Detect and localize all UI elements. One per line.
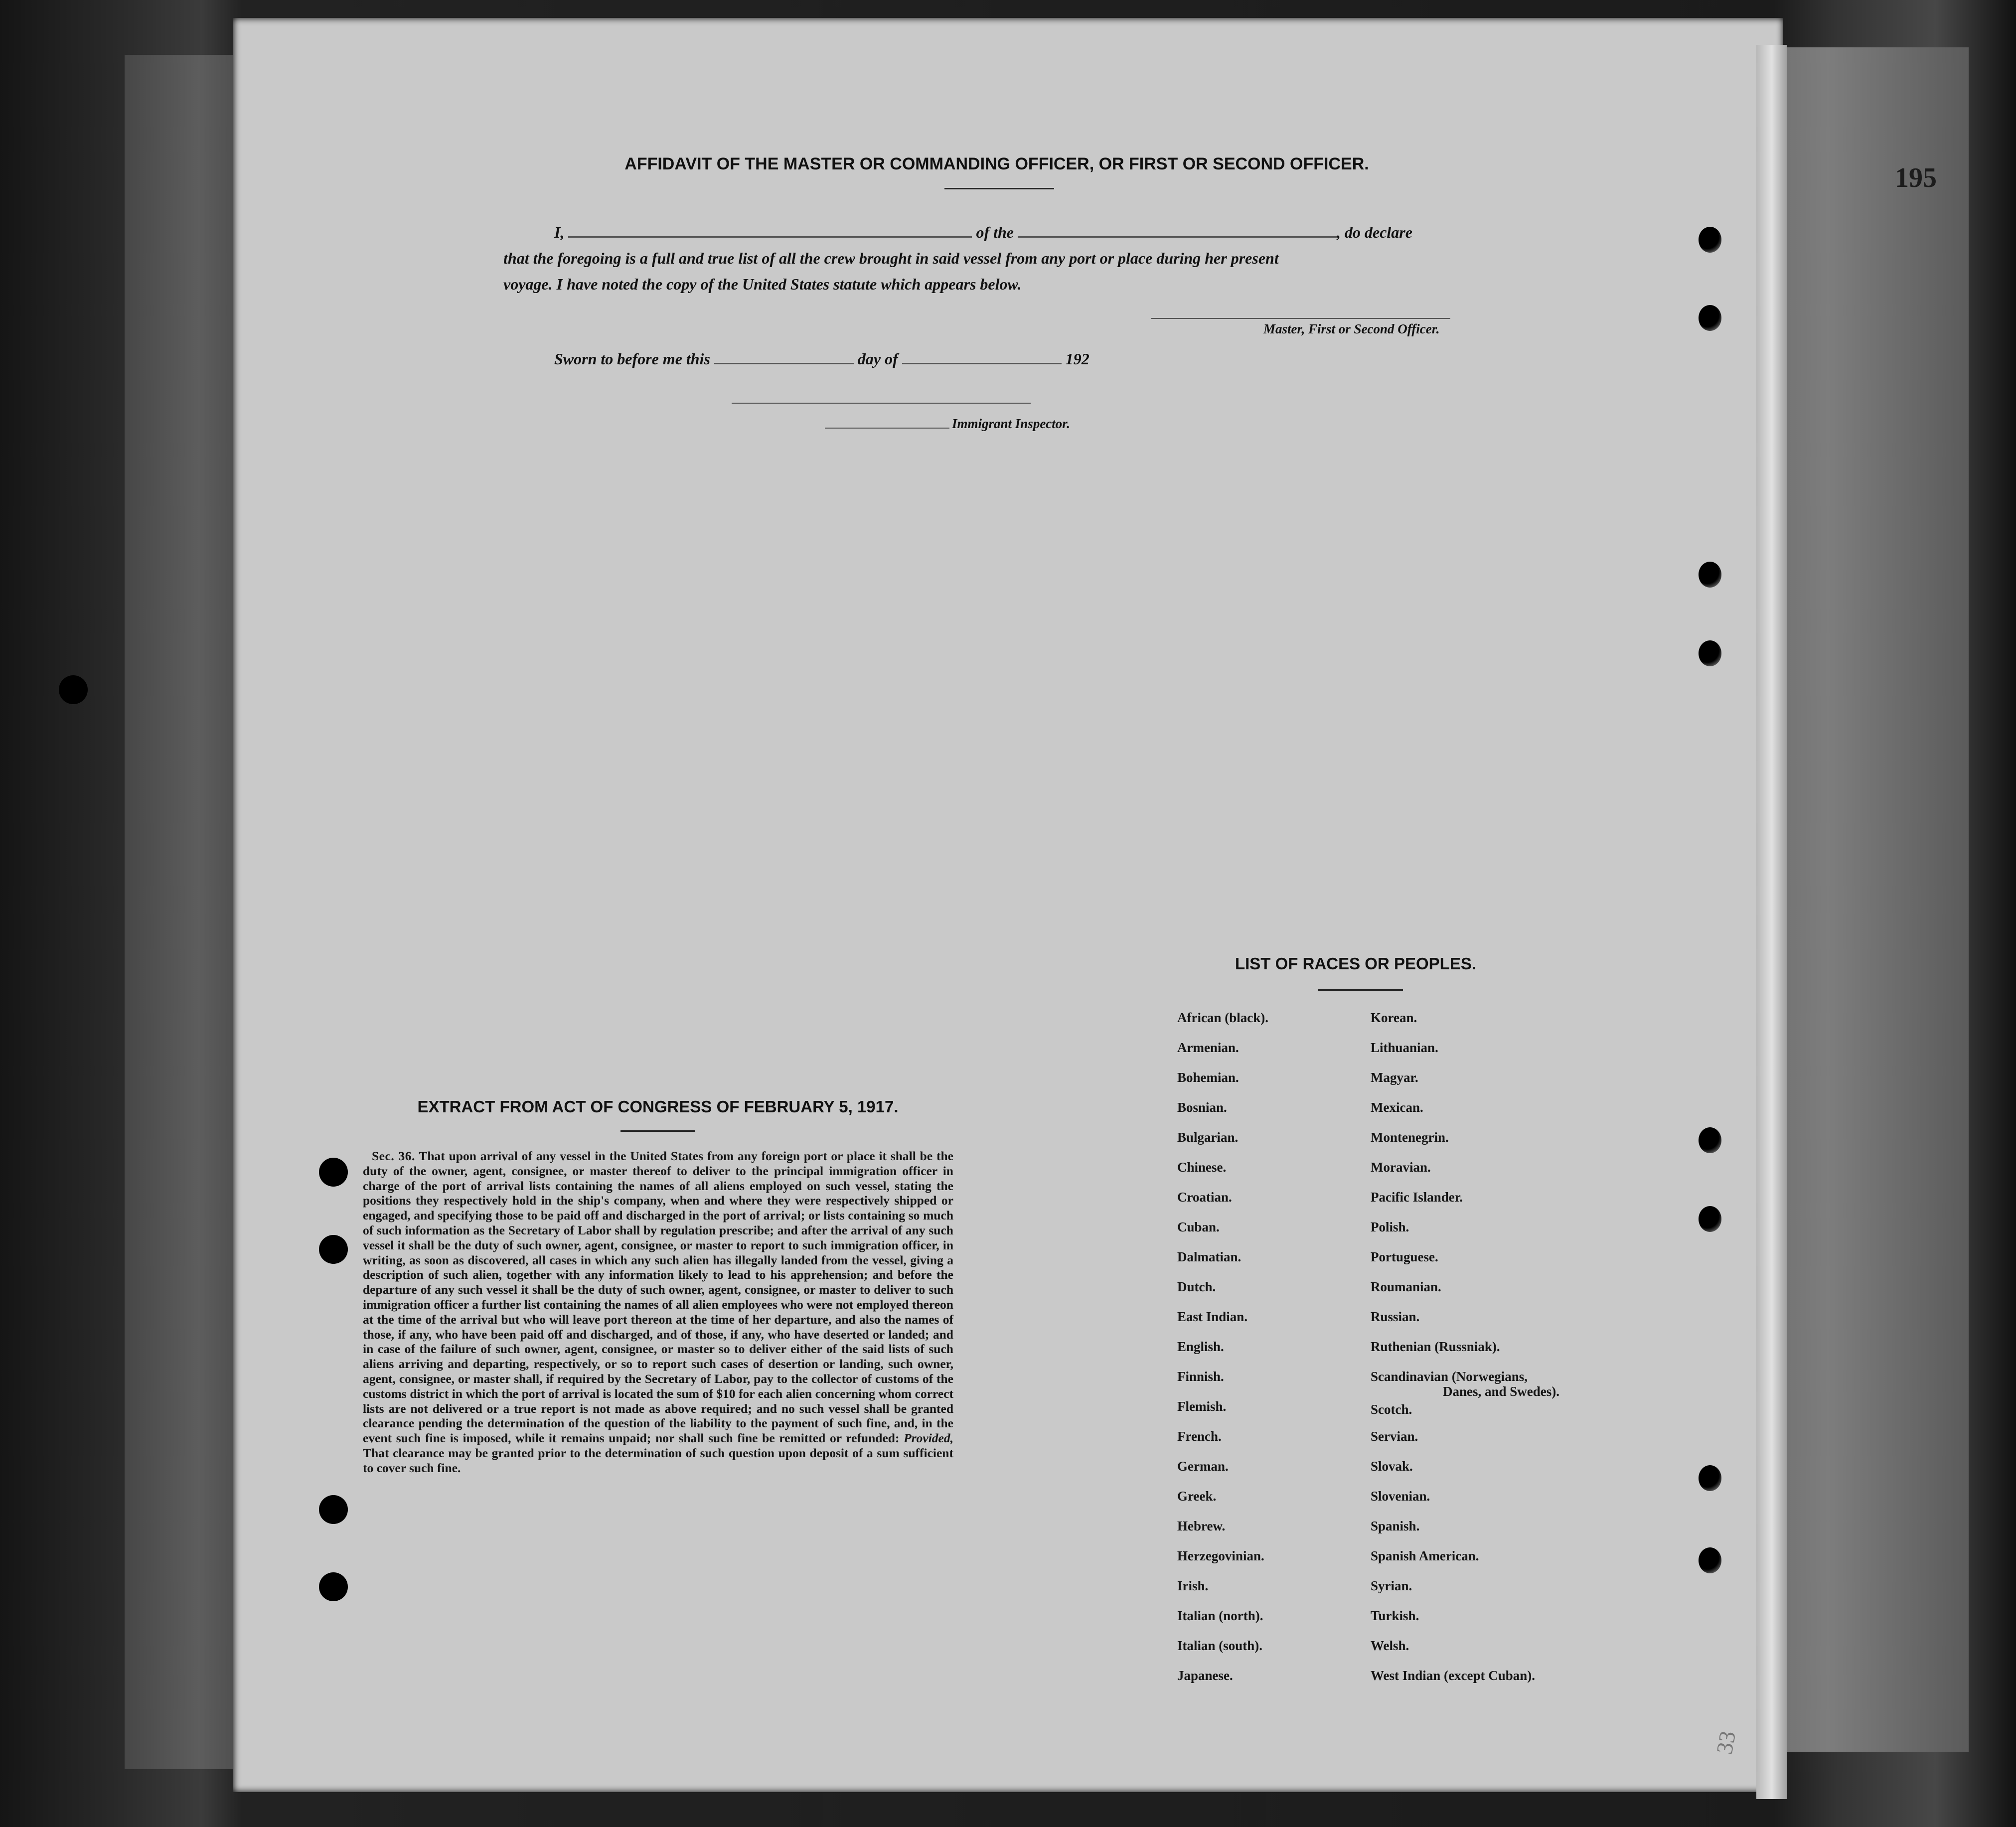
race-item: Magyar. [1371,1070,1418,1085]
race-item: Ruthenian (Russniak). [1371,1339,1500,1354]
day-of-text: day of [857,350,898,368]
binder-hole-icon [1699,1127,1721,1153]
declaration-line [503,219,1480,245]
race-item: Bohemian. [1177,1070,1239,1085]
race-item: Moravian. [1371,1160,1431,1175]
sheet-number: 195 [1895,162,1937,193]
declarant-prefix: I, [554,223,565,241]
section-number: Sec. 36. [372,1149,415,1163]
race-item: East Indian. [1177,1309,1248,1324]
race-item: Bulgarian. [1177,1130,1239,1145]
race-item: Roumanian. [1371,1279,1441,1294]
race-item: Russian. [1371,1309,1420,1324]
section-text: That upon arrival of any vessel in the United States from any foreign port or place it shall be the duty of the owner, agent, consignee, or master thereof to deliver to the principal immigration officer in charge of the port of arrival lists containing the names of all aliens employed on such vessel, stating the positions they respectively hold in the ship's company, when and where they were respectively shipped or engaged, and specifying those to be paid off and discharged in the port of arrival; or lists containing so much of such information as the Secretary of Labor shall by regulation prescribe; and after the arrival of any such vessel it shall be the duty of such owner, agent, consignee, or master to report to such immigration officer, in writing, as soon as discovered, all cases in which any such alien has illegally landed from the vessel, giving a description of such alien, together with any information likely to lead to his apprehension; and before the departure of any such vessel it shall be the duty of such owner, agent, consignee, or master to deliver to such immigration officer a further list containing the names of all alien employees who were not employed thereon at the time of the arrival but who will leave port thereon at the time of her departure, and also the names of those, if any, who have been paid off and discharged, and of those, if any, who have deserted or landed; and in case of the failure of such owner, agent, consignee, or master so to deliver either of the said lists of such aliens arriving and departing, respectively, or so to report such cases of desertion or landing, such owner, agent, consignee, or master shall, if required by the Secretary of Labor, pay to the collector of customs of the customs district in which the port of arrival is located the sum of $10 for each alien concerning whom correct lists are not delivered or a true report is not made as above required; and no such vessel shall be granted clearance pending the determination of the question of the liability to the payment of such fine, and, in the event such fine is imposed, while it remains unpaid; nor shall such fine be remitted or refunded: [363,1149,953,1446]
race-item: Spanish American. [1371,1548,1479,1563]
race-item: Italian (north). [1177,1608,1263,1623]
race-item: Armenian. [1177,1040,1239,1055]
race-item: Welsh. [1371,1638,1409,1653]
handwritten-page-number: 33 [1711,1729,1741,1756]
race-item: Hebrew. [1177,1519,1226,1533]
race-item: Greek. [1177,1489,1217,1504]
race-item: Turkish. [1371,1608,1419,1623]
declaration-text: voyage. I have noted the copy of the United States statute which appears below. [503,275,1022,293]
binder-hole-icon [319,1572,348,1601]
binder-hole-icon [319,1158,348,1187]
race-item: Syrian. [1371,1578,1412,1593]
race-item: Croatian. [1177,1190,1232,1205]
declaration-text: that the foregoing is a full and true list of all the crew brought in said vessel from any port or place during her present [503,249,1279,267]
race-item: Lithuanian. [1371,1040,1438,1055]
left-adjacent-sheet [125,55,249,1769]
affidavit-body [503,219,1480,297]
race-item: Flemish. [1177,1399,1227,1414]
race-item: Italian (south). [1177,1638,1263,1653]
affidavit-title: AFFIDAVIT OF THE MASTER OR COMMANDING OFFICER, OR FIRST OR SECOND OFFICER. [624,154,1369,173]
race-item-continuation: Danes, and Swedes). [1443,1384,1560,1399]
race-item: Chinese. [1177,1160,1227,1175]
race-item: German. [1177,1459,1229,1474]
race-item: Dalmatian. [1177,1249,1241,1264]
sworn-month-line [902,363,1062,364]
race-item: Cuban. [1177,1219,1220,1234]
of-the-text: of the [976,223,1014,241]
races-underline [1318,989,1403,991]
binder-hole-icon [1699,227,1721,253]
race-item: Dutch. [1177,1279,1216,1294]
binder-hole-icon [1699,1206,1721,1232]
race-item: African (black). [1177,1010,1268,1025]
race-item: Pacific Islander. [1371,1190,1463,1205]
page-edge [1756,45,1787,1799]
binder-hole-icon [59,675,88,704]
vessel-name-line [1018,236,1337,238]
race-item: Polish. [1371,1219,1409,1234]
year-text: 192 [1065,350,1089,368]
master-signature-line [1151,318,1450,319]
binder-hole-icon [319,1495,348,1524]
binder-hole-icon [1699,640,1721,666]
master-signature-label: Master, First or Second Officer. [1263,321,1440,336]
extract-title: EXTRACT FROM ACT OF CONGRESS OF FEBRUARY 5, 1917. [417,1097,899,1116]
race-item: English. [1177,1339,1224,1354]
sworn-text: Sworn to before me this [554,350,710,368]
binder-hole-icon [1699,1465,1721,1491]
race-item: Slovenian. [1371,1489,1430,1504]
sworn-day-line [714,363,854,364]
race-item: Irish. [1177,1578,1209,1593]
inspector-signature-line [732,403,1031,404]
race-item: Japanese. [1177,1668,1233,1683]
race-item: Bosnian. [1177,1100,1227,1115]
binder-hole-icon [319,1235,348,1264]
inspector-label: Immigrant Inspector. [952,416,1071,431]
race-item: Mexican. [1371,1100,1423,1115]
extract-body [363,1149,953,1476]
race-item: Scotch. [1371,1402,1412,1417]
race-item: Korean. [1371,1010,1417,1025]
race-item: French. [1177,1429,1222,1444]
inspector-name-line [825,428,949,429]
race-item: Finnish. [1177,1369,1224,1384]
race-item: West Indian (except Cuban). [1371,1668,1536,1683]
race-item: Slovak. [1371,1459,1413,1474]
binder-hole-icon [1699,562,1721,588]
provided-text: Provided, [904,1431,953,1446]
sworn-line [554,350,1089,368]
race-item: Herzegovinian. [1177,1548,1264,1563]
declarant-name-line [568,236,972,238]
race-item: Portuguese. [1371,1249,1438,1264]
races-title: LIST OF RACES OR PEOPLES. [1235,954,1477,973]
binder-hole-icon [1699,1547,1721,1573]
extract-underline [620,1130,695,1132]
binder-hole-icon [1699,305,1721,331]
race-item: Servian. [1371,1429,1418,1444]
section-text-end: That clearance may be granted prior to the determination of such question upon deposit of a sum sufficient to cover such fine. [363,1445,953,1475]
race-item: Scandinavian (Norwegians, [1371,1369,1528,1384]
race-item: Montenegrin. [1371,1130,1449,1145]
declare-text: , do declare [1337,223,1412,241]
race-item: Spanish. [1371,1519,1420,1533]
title-underline [944,188,1054,189]
